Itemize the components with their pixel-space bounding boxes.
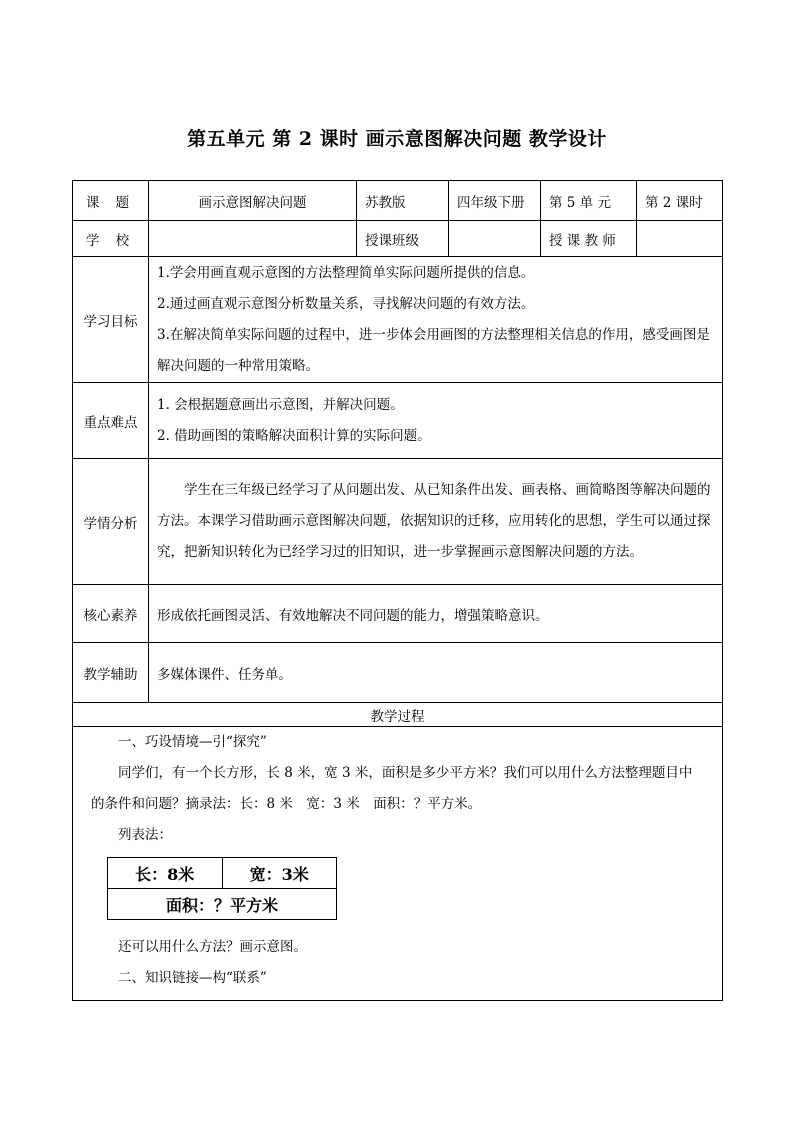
aids-label: 教学辅助 — [73, 643, 149, 703]
literacy-row — [73, 585, 723, 643]
list-method-label: 列表法： — [118, 827, 172, 843]
topic-value: 画示意图解决问题 — [149, 181, 357, 221]
class-value — [449, 221, 541, 257]
process-paragraph-2: 还可以用什么方法？画示意图。 — [118, 939, 307, 955]
publisher-value: 苏教版 — [357, 181, 449, 221]
process-content — [73, 727, 723, 1001]
section-heading-2: 二、知识链接—构“联系” — [118, 970, 267, 986]
section-heading-1: 一、巧设情境—引“探究” — [118, 734, 267, 750]
literacy-label: 核心素养 — [73, 585, 149, 643]
info-row-1 — [73, 181, 723, 221]
key-points-row — [73, 383, 723, 459]
topic-label: 课 题 — [73, 181, 149, 221]
teacher-value — [637, 221, 723, 257]
key-points-content — [149, 383, 723, 459]
school-value — [149, 221, 357, 257]
goal-item: 1.学会用画直观示意图的方法整理简单实际问题所提供的信息。 — [157, 264, 535, 281]
page-title: 第五单元 第 2 课时 画示意图解决问题 教学设计 — [187, 128, 607, 150]
aids-text: 多媒体课件、任务单。 — [149, 643, 723, 703]
process-row — [73, 727, 723, 1001]
class-label: 授课班级 — [357, 221, 449, 257]
key-point-item: 2. 借助画图的策略解决面积计算的实际问题。 — [157, 427, 431, 444]
length-cell: 长：8米 — [108, 858, 223, 889]
info-row-2 — [73, 221, 723, 257]
aids-row — [73, 643, 723, 703]
process-paragraph-1: 同学们，有一个长方形，长 8 米，宽 3 米，面积是多少平方米？我们可以用什么方法整理题目中的条件和问题？摘录法：长：8 米 宽：3 米 面积：？平方米。 — [91, 765, 693, 812]
goals-row — [73, 257, 723, 383]
analysis-label: 学情分析 — [73, 459, 149, 585]
list-method-table — [107, 857, 337, 920]
area-cell: 面积：？平方米 — [108, 889, 337, 920]
key-points-label: 重点难点 — [73, 383, 149, 459]
process-header-row — [73, 703, 723, 727]
grade-value: 四年级下册 — [449, 181, 541, 221]
goal-item: 3.在解决简单实际问题的过程中，进一步体会用画图的方法整理相关信息的作用，感受画图是解决问题的一种常用策略。 — [157, 326, 710, 374]
lesson-plan-table — [72, 180, 723, 1001]
process-header: 教学过程 — [73, 703, 723, 727]
analysis-content — [149, 459, 723, 585]
analysis-row — [73, 459, 723, 585]
key-point-item: 1. 会根据题意画出示意图，并解决问题。 — [157, 396, 404, 413]
school-label: 学 校 — [73, 221, 149, 257]
teacher-label: 授 课 教 师 — [541, 221, 637, 257]
analysis-text: 学生在三年级已经学习了从问题出发、从已知条件出发、画表格、画简略图等解决问题的方法。本课学习借助画示意图解决问题，依据知识的迁移，应用转化的思想，学生可以通过探究，把新知识转化为已经学习过的旧知识，进一步掌握画示意图解决问题的方法。 — [157, 482, 711, 560]
goals-content — [149, 257, 723, 383]
width-cell: 宽：3米 — [222, 858, 337, 889]
goals-label: 学习目标 — [73, 257, 149, 383]
unit-value: 第 5 单 元 — [541, 181, 637, 221]
literacy-text: 形成依托画图灵活、有效地解决不同问题的能力，增强策略意识。 — [149, 585, 723, 643]
lesson-value: 第 2 课时 — [637, 181, 723, 221]
goal-item: 2.通过画直观示意图分析数量关系，寻找解决问题的有效方法。 — [157, 295, 535, 312]
